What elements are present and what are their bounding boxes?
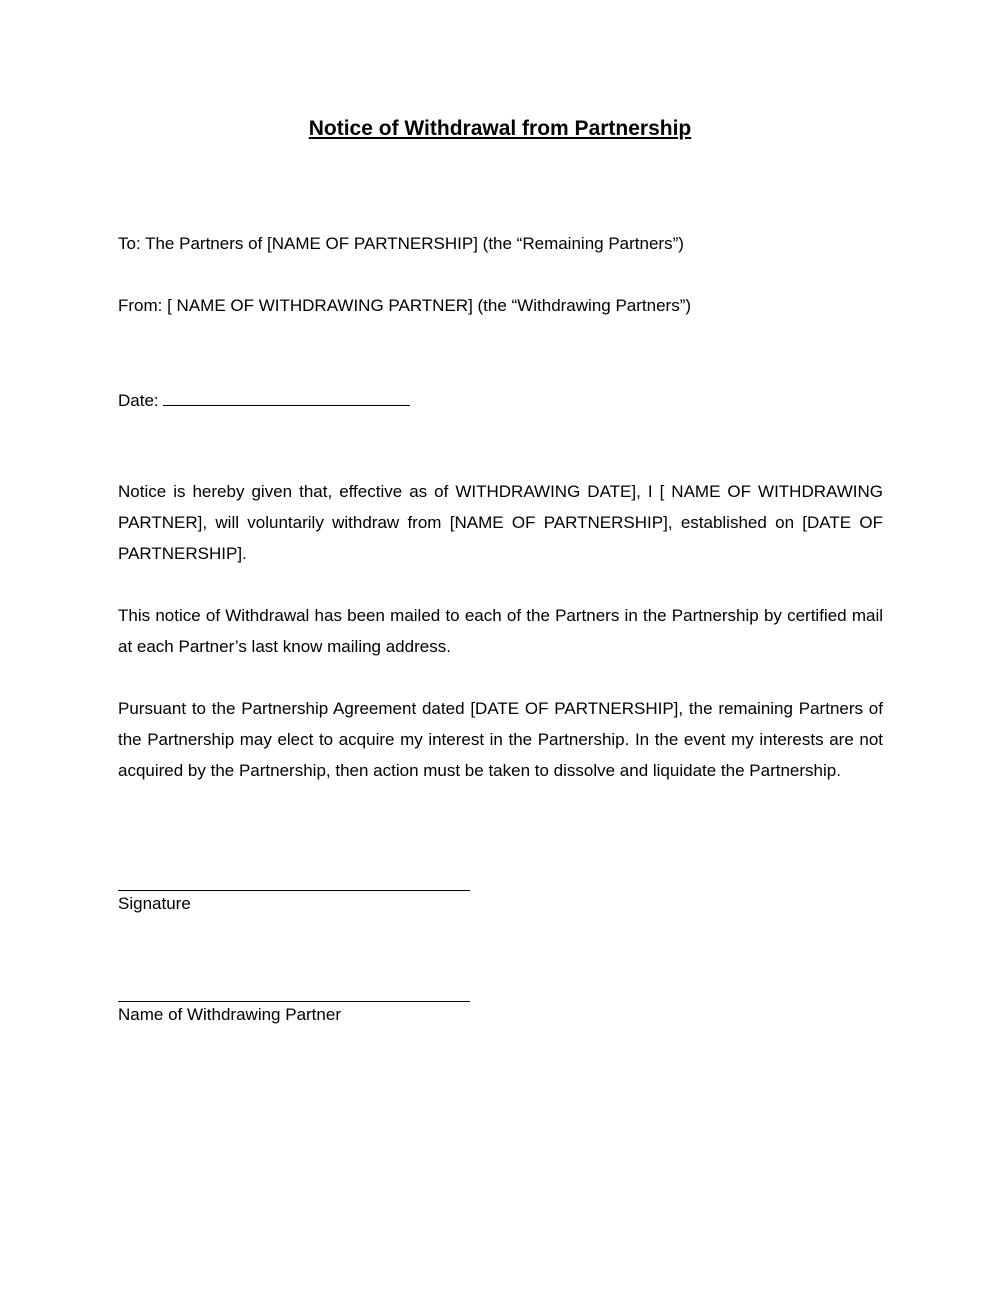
name-line[interactable] bbox=[118, 1001, 470, 1002]
paragraph-pursuant: Pursuant to the Partnership Agreement dated [DATE OF PARTNERSHIP], the remaining Partners of the Partnership may elect to acquire my interest in the Partnership. In the event my interests are not acquired by the Partnership, then action must be taken to dissolve and liquidate the Partnership. bbox=[118, 699, 883, 780]
to-line: To: The Partners of [NAME OF PARTNERSHIP] (the “Remaining Partners”) bbox=[118, 234, 684, 253]
name-label: Name of Withdrawing Partner bbox=[118, 1005, 341, 1024]
date-blank-field[interactable] bbox=[163, 389, 410, 406]
signature-label: Signature bbox=[118, 894, 191, 913]
paragraph-mailing: This notice of Withdrawal has been mailed to each of the Partners in the Partnership by certified mail at each Partner’s last know mailing address. bbox=[118, 606, 883, 656]
date-label: Date: bbox=[118, 391, 159, 410]
paragraph-notice: Notice is hereby given that, effective as of WITHDRAWING DATE], I [ NAME OF WITHDRAWING PARTNER], will voluntarily withdraw from [NAME OF PARTNERSHIP], established on [DATE OF PARTNERSHIP]. bbox=[118, 482, 883, 563]
from-line: From: [ NAME OF WITHDRAWING PARTNER] (the “Withdrawing Partners”) bbox=[118, 296, 692, 315]
date-line bbox=[118, 389, 410, 411]
document-title: Notice of Withdrawal from Partnership bbox=[308, 117, 692, 140]
signature-line[interactable] bbox=[118, 890, 470, 891]
